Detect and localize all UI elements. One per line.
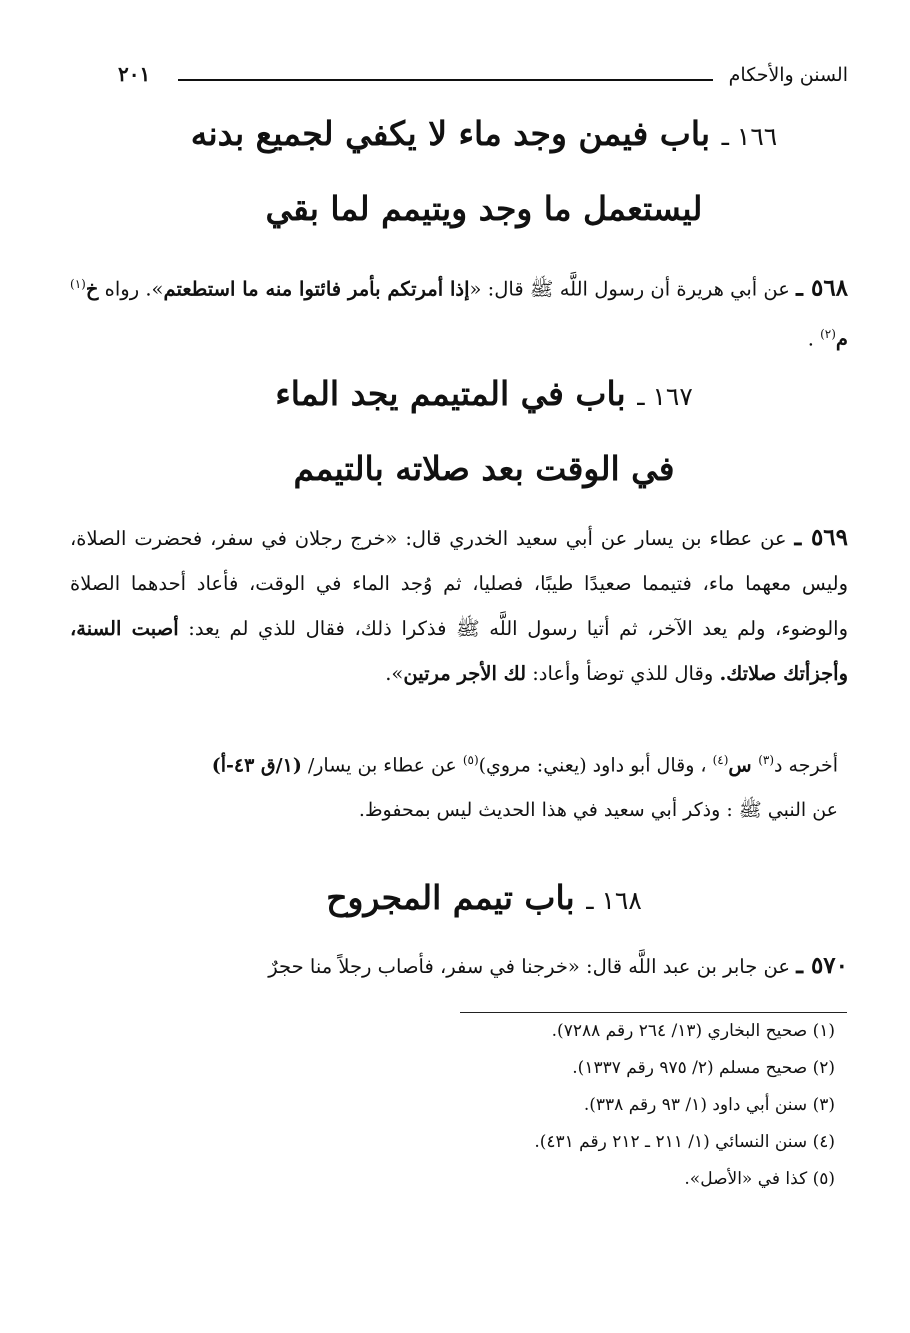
hadith-569 (70, 515, 848, 696)
chapter-167-heading (120, 358, 848, 505)
takhrij-569-line2: عن النبي ﷺ : وذكر أبي سعيد في هذا الحديث ليس بمحفوظ. (358, 799, 838, 822)
hadith-570-number: ٥٧٠ ـ (796, 952, 848, 979)
takhrij-text-c: عن عطاء بن يسار/ (301, 754, 463, 777)
footnote-ref-1[interactable]: (١) (70, 277, 86, 291)
source-bukhari: خ (85, 277, 99, 301)
chapter-167-title-line1: باب في المتيمم يجد الماء (275, 374, 626, 413)
footnote-2: (٢) صحيح مسلم (٢/ ٩٧٥ رقم ١٣٣٧). (572, 1058, 835, 1078)
hadith-570-text (70, 943, 848, 989)
hadith-568-intro: عن أبي هريرة أن رسول اللَّه ﷺ قال: « (469, 277, 790, 301)
hadith-568-quote: إذا أمرتكم بأمر فائتوا منه ما استطعتم (163, 277, 470, 301)
chapter-167-number: ١٦٧ ـ (637, 382, 693, 411)
source-nasai: س (728, 754, 759, 777)
page-header (118, 58, 848, 98)
footnote-4: (٤) سنن النسائي (١/ ٢١١ ـ ٢١٢ رقم ٤٣١). (534, 1132, 835, 1152)
takhrij-text-b: ، وقال أبو داود (يعني: مروي) (478, 754, 713, 777)
chapter-167-line1 (120, 358, 848, 433)
takhrij-569-line1 (0, 738, 838, 788)
chapter-168-title: باب تيمم المجروح (326, 878, 575, 917)
chapter-166-number: ١٦٦ ـ (721, 122, 778, 151)
hadith-569-quote-2: لك الأجر مرتين (403, 662, 527, 685)
hadith-568-end: . (807, 327, 821, 350)
chapter-166-title-line2: ليستعمل ما وجد ويتيمم لما بقي (265, 189, 703, 228)
chapter-166-title-line1: باب فيمن وجد ماء لا يكفي لجميع بدنه (190, 114, 711, 153)
hadith-568 (70, 262, 848, 361)
footnote-ref-5[interactable]: (٥) (462, 753, 479, 767)
chapter-166-heading (120, 98, 848, 245)
footnote-5: (٥) كذا في «الأصل». (684, 1169, 835, 1189)
hadith-569-quote-1: أصبت السنة، وأجزأتك صلاتك. (70, 617, 848, 685)
chapter-168-number: ١٦٨ ـ (586, 886, 642, 915)
footnote-3: (٣) سنن أبي داود (١/ ٩٣ رقم ٣٣٨). (583, 1095, 835, 1115)
hadith-570 (70, 943, 848, 989)
hadith-568-text (70, 262, 848, 361)
footnotes (415, 1013, 835, 1198)
chapter-166-line1 (120, 98, 848, 173)
hadith-569-text (70, 515, 848, 696)
hadith-569-body-2: وقال للذي توضأ وأعاد: (526, 662, 720, 685)
hadith-568-narration: ». رواه (98, 277, 164, 301)
hadith-569-number: ٥٦٩ ـ (794, 524, 848, 551)
source-muslim: م (835, 327, 848, 350)
manuscript-reference: (١/ق ٤٣-أ) (211, 754, 302, 777)
hadith-569-body: عن عطاء بن يسار عن أبي سعيد الخدري قال: «خرج رجلان في سفر، فحضرت الصلاة، وليس معهما ماء، فتيمما صعيدًا طيبًا، فصليا، ثم وُجد الماء في الوقت، فأعاد أحدهما الصلاة والوضوء، ولم يعد الآخر، ثم أتيا رسول اللَّه ﷺ فذكرا ذلك، فقال للذي لم يعد: (70, 527, 849, 640)
hadith-570-body: عن جابر بن عبد اللَّه قال: «خرجنا في سفر، فأصاب رجلاً منا حجرٌ (268, 955, 790, 978)
chapter-167-title-line2: في الوقت بعد صلاته بالتيمم (293, 449, 675, 488)
footnote-1: (١) صحيح البخاري (١٣/ ٢٦٤ رقم ٧٢٨٨). (551, 1021, 835, 1041)
chapter-168-heading (120, 862, 848, 937)
header-rule (178, 79, 713, 81)
footnote-ref-4[interactable]: (٤) (712, 753, 729, 767)
hadith-569-end: ». (385, 662, 404, 685)
takhrij-569 (0, 738, 838, 833)
footnote-ref-3[interactable]: (٣) (758, 753, 775, 767)
running-title: السنن والأحكام (728, 64, 848, 86)
hadith-568-number: ٥٦٨ ـ (796, 274, 849, 302)
page-number: ٢٠١ (118, 62, 151, 86)
takhrij-text-a: أخرجه د (774, 754, 838, 777)
footnote-ref-2[interactable]: (٢) (820, 326, 836, 341)
